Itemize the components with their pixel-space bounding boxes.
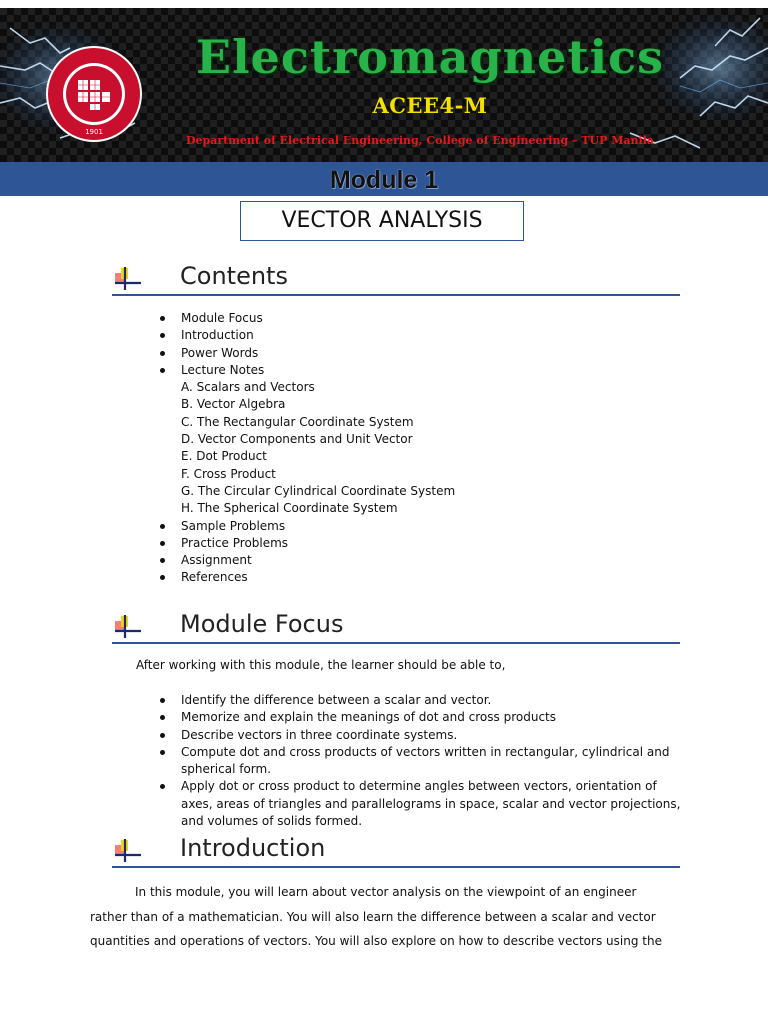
bullet-item: Practice Problems: [160, 535, 455, 552]
introduction-body: [90, 880, 680, 954]
list-subitem: F. Cross Product: [181, 466, 276, 481]
section-bullet-icon: [112, 838, 144, 864]
section-title: Introduction: [180, 834, 326, 862]
list-subitem: G. The Circular Cylindrical Coordinate System: [181, 483, 456, 498]
bullet-item: Introduction: [160, 327, 455, 344]
section-title: Contents: [180, 262, 288, 290]
bullet-item: Module Focus: [160, 310, 455, 327]
course-code: ACEE4-M: [372, 93, 488, 118]
module-focus-list: [160, 692, 680, 830]
bullet-item: Describe vectors in three coordinate systems.: [160, 727, 680, 744]
bullet-item: Memorize and explain the meanings of dot and cross products: [160, 709, 680, 726]
module-label: Module 1: [329, 166, 439, 194]
seal-year: 1901: [85, 128, 103, 136]
module-focus-intro: After working with this module, the learner should be able to,: [136, 658, 506, 672]
department-line: Department of Electrical Engineering, College of Engineering – TUP Manila: [186, 134, 654, 147]
contents-list: [160, 310, 455, 587]
introduction-heading: [112, 834, 680, 868]
module-topic: VECTOR ANALYSIS: [240, 201, 524, 241]
list-subitem: H. The Spherical Coordinate System: [181, 501, 398, 516]
section-bullet-icon: [112, 266, 144, 292]
body-line: In this module, you will learn about vector analysis on the viewpoint of an engineer: [135, 885, 637, 899]
module-bar: [0, 162, 768, 196]
body-line: rather than of a mathematician. You will also learn the difference between a scalar and vector: [90, 909, 656, 924]
bullet-item: Compute dot and cross products of vectors written in rectangular, cylindrical and: [160, 744, 680, 761]
list-subitem: B. Vector Algebra: [181, 397, 286, 412]
list-subitem: spherical form.: [181, 762, 272, 777]
list-subitem: E. Dot Product: [181, 449, 267, 464]
course-banner: [0, 8, 768, 162]
list-subitem: axes, areas of triangles and parallelograms in space, scalar and vector projections,: [181, 796, 681, 811]
list-subitem: A. Scalars and Vectors: [181, 380, 315, 395]
section-title: Module Focus: [180, 610, 344, 638]
bullet-item: Power Words: [160, 345, 455, 362]
bullet-item: Assignment: [160, 552, 455, 569]
bullet-item: Identify the difference between a scalar and vector.: [160, 692, 680, 709]
university-seal: [44, 44, 144, 144]
course-title: Electromagnetics: [196, 30, 664, 84]
bullet-item: References: [160, 569, 455, 586]
module-focus-heading: [112, 610, 680, 644]
contents-heading: [112, 262, 680, 296]
bullet-item: Sample Problems: [160, 518, 455, 535]
bullet-item: Lecture Notes: [160, 362, 455, 379]
list-subitem: and volumes of solids formed.: [181, 814, 363, 829]
body-line: quantities and operations of vectors. You will also explore on how to describe vectors using the: [90, 934, 662, 948]
bullet-item: Apply dot or cross product to determine angles between vectors, orientation of: [160, 778, 680, 795]
section-bullet-icon: [112, 614, 144, 640]
list-subitem: C. The Rectangular Coordinate System: [181, 414, 414, 429]
list-subitem: D. Vector Components and Unit Vector: [181, 432, 413, 447]
